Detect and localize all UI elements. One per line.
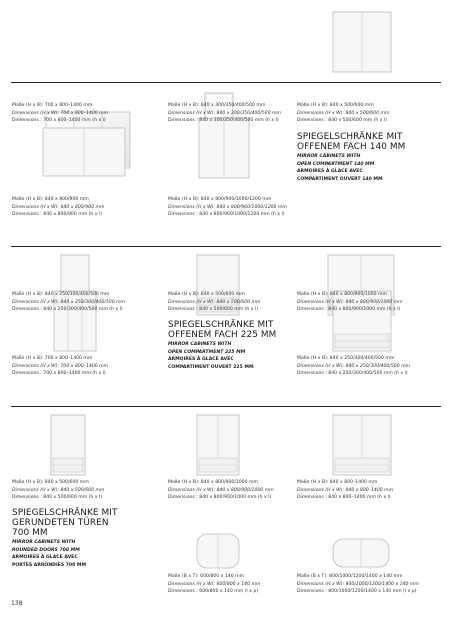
spec-line-fr: Dimensions : 840 x 800–1400 mm (h x l) [297, 495, 391, 501]
spec-line-fr: Dimensions : 840 x 500/600 mm (h x l) [297, 118, 388, 124]
spec-line-en: Dimensions (H x W): 840 x 500/600 mm [168, 299, 261, 305]
spec-line-en: Dimensions (H x W): 840 x 500/600 mm [297, 110, 390, 116]
section-title: SPIEGELSCHRÄNKE MIT OFFENEM FACH 225 MM [168, 320, 277, 340]
spec-block [297, 479, 427, 502]
spec-line-fr: Dimensions : 700 x 800–1400 mm (h x l) [12, 371, 106, 377]
spec-line-fr: Dimensions : 840 x 250/300/400/500 mm (h x l) [12, 307, 123, 313]
spec-line-de: Maße (H x B): 840 x 500/600 mm [297, 103, 374, 108]
section-heading-block [168, 320, 298, 371]
section-subtitle: MIRROR CABINETS WITH OPEN COMPARTMENT 140 MM ARMOIRES À GLACE AVEC COMPARTIMENT OUVERT 140 MM [297, 154, 383, 182]
mirror-cabinet-tall-double-image-2 [196, 414, 240, 476]
spec-block [168, 573, 298, 596]
page-number: 138 [11, 600, 23, 607]
spec-line-de: Maße (H x B): 840 x 300/350/400/500 mm [168, 103, 266, 108]
spec-line-en: Dimensions (H x W): 840 x 800/900/1000 mm [297, 299, 403, 305]
spec-line-de: Maße (H x B): 840 x 800/900/1000/1200 mm [168, 197, 272, 202]
spec-block [297, 573, 427, 596]
spec-line-en: Dimensions (H x W): 840 x 300/350/400/500 mm [168, 110, 282, 116]
spec-block [12, 355, 142, 378]
spec-line-de: Maße (H x B): 700 x 800–1400 mm [12, 356, 93, 361]
spec-block [168, 102, 298, 125]
spec-line-fr: Dimensions : 840 x 250/300/400/500 mm (h x l) [297, 371, 408, 377]
spec-line-en: Dimensions (H x W): 800/1000/1200/1400 x 140 mm [297, 581, 419, 587]
mirror-cabinet-double-door-image [332, 11, 392, 73]
spec-line-en: Dimensions (H x W): 840 x 250/300/400/500 mm [297, 363, 411, 369]
spec-line-en: Dimensions (H x W): 840 x 800–1400 mm [297, 487, 394, 493]
spec-line-fr: Dimensions : 840 x 800/900/1000/1200 mm (h x l) [168, 212, 285, 218]
spec-line-de: Maße (H x B): 840 x 800–1400 mm [297, 480, 378, 485]
spec-line-en: Dimensions (H x W): 700 x 800–1400 mm [12, 110, 109, 116]
row-divider [11, 246, 441, 247]
spec-line-fr: Dimensions : 840 x 800/900 mm (h x l) [12, 212, 103, 218]
spec-line-de: Maße (H x B): 840 x 800/900/1000 mm [168, 480, 258, 485]
section-title: SPIEGELSCHRÄNKE MIT OFFENEM FACH 140 MM [297, 132, 406, 152]
spec-block [297, 355, 427, 378]
section-subtitle: MIRROR CABINETS WITH ROUNDED DOORS 700 MM ARMOIRES À GLACE AVEC PORTES ARRONDIES 700 MM [12, 540, 87, 568]
spec-line-de: Maße (H x B): 840 x 500/600 mm [168, 292, 245, 297]
spec-block [168, 291, 298, 314]
mirror-cabinet-rounded-small-image [196, 533, 240, 569]
mirror-cabinet-double-door-wide-image [42, 127, 126, 177]
spec-line-en: Dimensions (H x W): 840 x 500/600 mm [12, 487, 105, 493]
section-heading-block [297, 132, 427, 183]
spec-line-fr: Dimensions : 840 x 300/350/400/500 mm (h x l) [168, 118, 279, 124]
spec-line-de: Maße (H x B): 840 x 500/600 mm [12, 480, 89, 485]
mirror-cabinet-rounded-large-image [332, 538, 390, 568]
spec-line-en: Dimensions (H x W): 840 x 800/900/1000/1200 mm [168, 204, 287, 210]
spec-block [12, 196, 142, 219]
spec-line-fr: Dimensions : 800/1000/1200/1400 x 140 mm (l x p) [297, 589, 417, 595]
section-heading-block [12, 508, 142, 569]
spec-block [297, 291, 427, 314]
mirror-cabinet-tall-double-image-3 [332, 414, 392, 476]
spec-line-fr: Dimensions : 840 x 800/900/1000 mm (h x l) [297, 307, 401, 313]
spec-line-fr: Dimensions : 700 x 800–1400 mm (h x l) [12, 118, 106, 124]
section-title: SPIEGELSCHRÄNKE MIT GERUNDETEN TÜREN 700 MM [12, 508, 118, 538]
spec-line-fr: Dimensions : 600/800 x 140 mm (l x p) [168, 589, 259, 595]
spec-block [168, 196, 298, 219]
spec-line-de: Maße (B x T): 600/800 x 140 mm [168, 574, 245, 579]
spec-line-de: Maße (H x B): 840 x 800/900 mm [12, 197, 89, 202]
spec-block [12, 291, 142, 314]
spec-block [12, 479, 142, 502]
spec-line-fr: Dimensions : 840 x 800/900/1000 mm (h x l) [168, 495, 272, 501]
spec-block [12, 102, 142, 125]
spec-line-en: Dimensions (H x W): 700 x 800–1400 mm [12, 363, 109, 369]
spec-block [168, 479, 298, 502]
spec-block [297, 102, 427, 125]
mirror-cabinet-tall-double-image [50, 414, 86, 476]
spec-line-en: Dimensions (H x W): 840 x 250/300/400/500 mm [12, 299, 126, 305]
spec-line-fr: Dimensions : 840 x 500/600 mm (h x l) [168, 307, 259, 313]
row-divider [11, 406, 441, 407]
spec-line-en: Dimensions (H x W): 840 x 800/900/1000 mm [168, 487, 274, 493]
mirror-cabinet-double-door-narrow-image [198, 117, 250, 179]
spec-line-en: Dimensions (H x W): 600/800 x 140 mm [168, 581, 261, 587]
spec-line-de: Maße (H x B): 840 x 250/300/400/500 mm [297, 356, 395, 361]
spec-line-fr: Dimensions : 840 x 500/600 mm (h x l) [12, 495, 103, 501]
spec-line-de: Maße (H x B): 700 x 800–1400 mm [12, 103, 93, 108]
row-divider [11, 82, 441, 83]
spec-line-de: Maße (H x B): 840 x 800/900/1000 mm [297, 292, 387, 297]
spec-line-en: Dimensions (H x W): 840 x 800/900 mm [12, 204, 105, 210]
section-subtitle: MIRROR CABINETS WITH OPEN COMPARTMENT 225 MM ARMOIRES À GLACE AVEC COMPARTIMENT OUVERT 225 MM [168, 342, 254, 370]
spec-line-de: Maße (H x B): 840 x 250/300/400/500 mm [12, 292, 110, 297]
spec-line-de: Maße (B x T): 800/1000/1200/1400 x 140 mm [297, 574, 403, 579]
